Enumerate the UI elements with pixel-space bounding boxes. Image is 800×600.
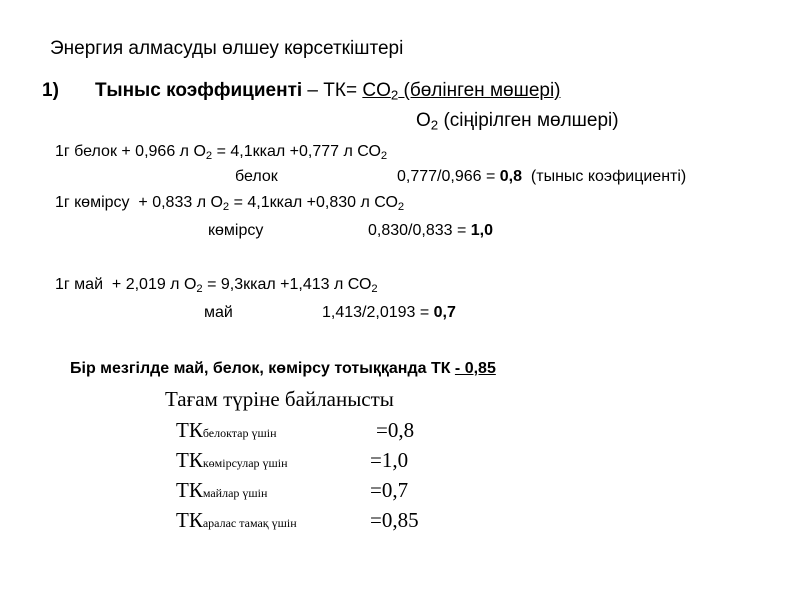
- protein-equation: 1г белок + 0,966 л $О_2$ = 4,1ккал +0,777 л $СО_2$: [55, 143, 388, 162]
- protein-calculation: 0,777/0,966 = 0,8 (тыныс коэфициенті): [397, 168, 687, 185]
- formula-numerator: $CO_2$ (бөлінген мөшері): [362, 80, 561, 103]
- carb-name: көмірсу: [208, 222, 264, 239]
- tk-row-fat: ТКмайлар үшін: [176, 478, 268, 502]
- respiratory-coefficient-formula: [95, 80, 561, 102]
- tk-value-protein: =0,8: [376, 418, 415, 442]
- heading-bold: Тыныс коэффициенті: [95, 80, 303, 101]
- fat-name: май: [204, 304, 233, 321]
- fat-equation: 1г май + 2,019 л $О_2$ = 9,3ккал +1,413 л $СО_2$: [55, 276, 378, 295]
- carb-calculation: 0,830/0,833 = 1,0: [368, 222, 494, 239]
- tk-value-carb: =1,0: [370, 448, 409, 472]
- fat-calculation: 1,413/2,0193 = 0,7: [322, 304, 456, 321]
- tk-value-fat: =0,7: [370, 478, 409, 502]
- mixed-oxidation-summary: Бір мезгілде май, белок, көмірсу тотыққанда ТК - 0,85: [70, 360, 496, 377]
- formula-denominator: $O_2$ (сіңірілген мөлшері): [416, 110, 619, 133]
- food-type-heading: Тағам түріне байланысты: [165, 387, 394, 411]
- section-number: 1): [42, 80, 59, 101]
- tk-row-mixed: ТКаралас тамақ үшін: [176, 508, 297, 532]
- tk-row-protein: ТКбелоктар үшін: [176, 418, 277, 442]
- carb-equation: 1г көмірсу + 0,833 л $О_2$ = 4,1ккал +0,830 л $СО_2$: [55, 194, 405, 213]
- tk-value-mixed: =0,85: [370, 508, 419, 532]
- tk-row-carb: ТКкөмірсулар үшін: [176, 448, 288, 472]
- protein-name: белок: [235, 168, 278, 185]
- page-title: Энергия алмасуды өлшеу көрсеткіштері: [50, 38, 404, 59]
- heading-dash: – ТК=: [302, 80, 363, 101]
